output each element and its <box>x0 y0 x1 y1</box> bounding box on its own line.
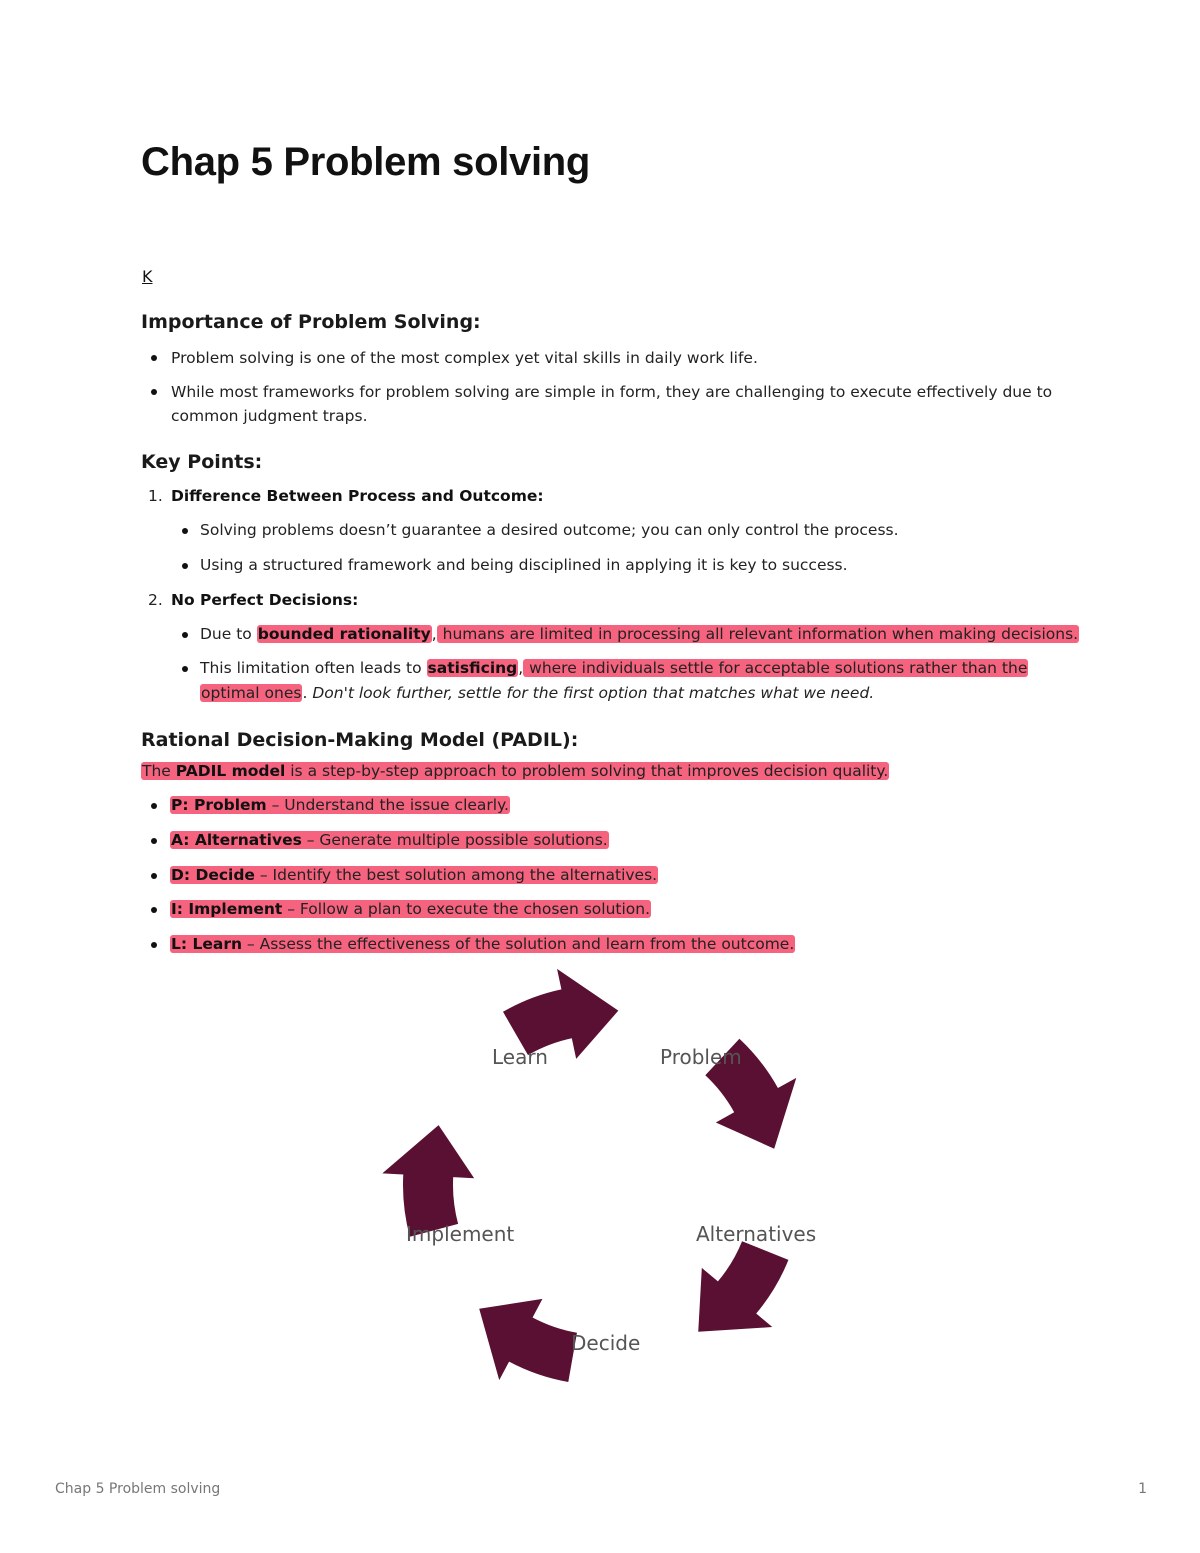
importance-heading: Importance of Problem Solving: <box>141 311 481 333</box>
page-number: 1 <box>1138 1481 1147 1497</box>
padil-step-alternatives: A: Alternatives – Generate multiple possible solutions. <box>171 831 608 849</box>
key-point-2-sub-2-cont: optimal ones. Don't look further, settle for the first option that matches what we need. <box>201 684 875 702</box>
list-number: 2. <box>148 591 163 609</box>
arrow-decide-to-implement-icon <box>479 1299 577 1382</box>
list-number: 1. <box>148 487 163 505</box>
arrow-alternatives-to-decide-icon <box>698 1241 788 1332</box>
key-point-1-label: Difference Between Process and Outcome: <box>171 487 544 505</box>
key-point-2-sub-2: This limitation often leads to satisficing, where individuals settle for acceptable solutions rather than the <box>200 659 1028 677</box>
importance-bullet-1: Problem solving is one of the most complex yet vital skills in daily work life. <box>171 349 758 367</box>
padil-heading: Rational Decision-Making Model (PADIL): <box>141 729 579 751</box>
padil-step-problem: P: Problem – Understand the issue clearly. <box>171 796 509 814</box>
padil-step-implement: I: Implement – Follow a plan to execute the chosen solution. <box>171 900 651 918</box>
diagram-label-decide: Decide <box>571 1331 641 1355</box>
footer-title: Chap 5 Problem solving <box>55 1481 221 1497</box>
importance-bullet-2: While most frameworks for problem solving are simple in form, they are challenging to execute effectively due to <box>171 383 1053 401</box>
key-point-2-label: No Perfect Decisions: <box>171 591 359 609</box>
padil-step-decide: D: Decide – Identify the best solution among the alternatives. <box>171 866 658 884</box>
page-title: Chap 5 Problem solving <box>141 140 591 184</box>
diagram-label-alternatives: Alternatives <box>696 1222 817 1246</box>
key-points-heading: Key Points: <box>141 451 263 473</box>
diagram-label-implement: Implement <box>406 1222 515 1246</box>
padil-step-learn: L: Learn – Assess the effectiveness of the solution and learn from the outcome. <box>171 935 795 953</box>
diagram-label-learn: Learn <box>492 1045 548 1069</box>
diagram-label-problem: Problem <box>660 1045 742 1069</box>
k-mark: K <box>142 267 153 286</box>
padil-intro: The PADIL model is a step-by-step approach to problem solving that improves decision quality. <box>142 762 889 780</box>
arrow-implement-to-learn-icon <box>382 1125 474 1237</box>
importance-bullet-2-cont: common judgment traps. <box>171 407 368 425</box>
key-point-2-sub-1: Due to bounded rationality, humans are limited in processing all relevant information when making decisions. <box>200 625 1079 643</box>
key-point-1-sub-1: Solving problems doesn’t guarantee a desired outcome; you can only control the process. <box>200 521 899 539</box>
key-point-1-sub-2: Using a structured framework and being disciplined in applying it is key to success. <box>200 556 848 574</box>
